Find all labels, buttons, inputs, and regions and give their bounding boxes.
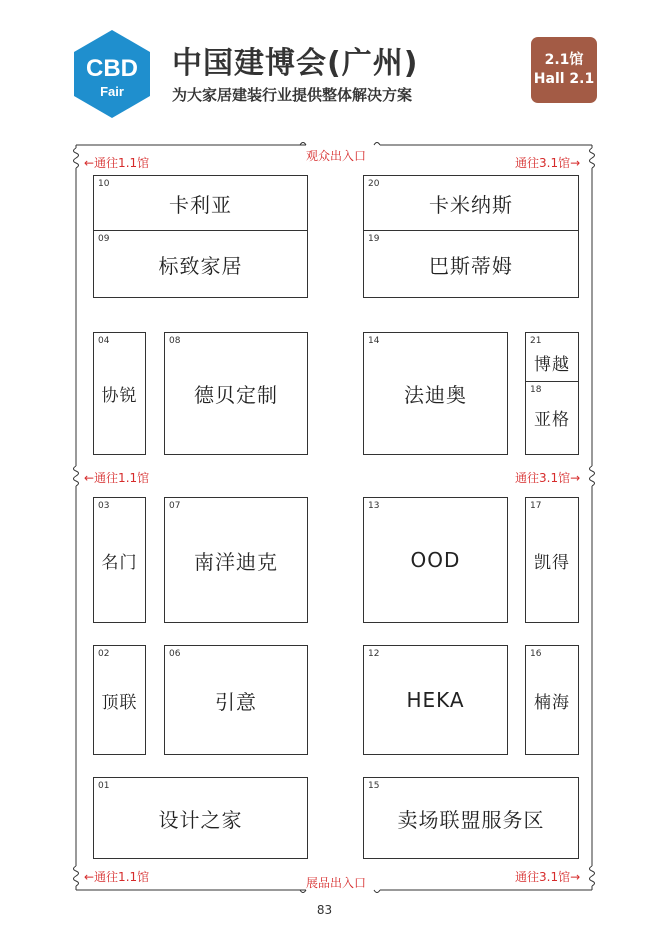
booth-19[interactable] bbox=[363, 230, 579, 298]
to-hall-11-bottom: ←通往1.1馆 bbox=[84, 870, 150, 884]
booth-name: 巴斯蒂姆 bbox=[429, 253, 513, 278]
to-hall-31-top: 通往3.1馆→ bbox=[515, 156, 581, 170]
booth-name: 凯得 bbox=[534, 552, 570, 573]
booth-number: 01 bbox=[98, 781, 110, 791]
booth-name: 博越 bbox=[534, 354, 570, 375]
logo-subtext: Fair bbox=[100, 84, 124, 99]
booth-number: 08 bbox=[169, 336, 181, 346]
booth-number: 13 bbox=[368, 501, 380, 511]
booth-18[interactable] bbox=[525, 381, 579, 455]
booth-number: 19 bbox=[368, 234, 380, 244]
booth-10[interactable] bbox=[93, 175, 308, 231]
page-number: 83 bbox=[316, 903, 333, 917]
booth-number: 14 bbox=[368, 336, 380, 346]
exhibit-entrance-label: 展品出入口 bbox=[306, 876, 367, 890]
booth-name: 南洋迪克 bbox=[194, 549, 278, 574]
booth-14[interactable] bbox=[363, 332, 508, 455]
booth-15[interactable] bbox=[363, 777, 579, 859]
booth-name: 顶联 bbox=[101, 692, 138, 713]
page-subtitle: 为大家居建装行业提供整体解决方案 bbox=[172, 86, 413, 104]
booth-number: 06 bbox=[169, 649, 181, 659]
hall-badge-cn: 2.1馆 bbox=[544, 52, 584, 68]
visitor-entrance-label: 观众出入口 bbox=[306, 149, 367, 163]
booth-number: 03 bbox=[98, 501, 110, 511]
booth-name: 引意 bbox=[215, 689, 257, 714]
booth-name: 名门 bbox=[101, 552, 138, 573]
booth-number: 09 bbox=[98, 234, 110, 244]
booth-name: 卖场联盟服务区 bbox=[397, 807, 545, 832]
booth-03[interactable] bbox=[93, 497, 146, 623]
logo-text: CBD bbox=[86, 55, 138, 82]
booth-name: 协锐 bbox=[101, 386, 138, 406]
booth-21[interactable] bbox=[525, 332, 579, 382]
booth-09[interactable] bbox=[93, 230, 308, 298]
booth-name: 卡米纳斯 bbox=[429, 192, 513, 217]
booth-number: 02 bbox=[98, 649, 110, 659]
booth-13[interactable] bbox=[363, 497, 508, 623]
booth-number: 15 bbox=[368, 781, 380, 791]
booth-17[interactable] bbox=[525, 497, 579, 623]
booth-07[interactable] bbox=[164, 497, 308, 623]
to-hall-31-middle: 通往3.1馆→ bbox=[515, 471, 581, 485]
booth-name: 德贝定制 bbox=[194, 383, 278, 407]
booth-number: 21 bbox=[530, 336, 542, 346]
booth-name: HEKA bbox=[406, 688, 465, 712]
booth-number: 12 bbox=[368, 649, 380, 659]
booth-name: 标致家居 bbox=[158, 253, 243, 278]
booth-16[interactable] bbox=[525, 645, 579, 755]
booth-name: 设计之家 bbox=[158, 807, 243, 832]
booth-12[interactable] bbox=[363, 645, 508, 755]
booth-name: 亚格 bbox=[534, 409, 570, 430]
booth-01[interactable] bbox=[93, 777, 308, 859]
booth-name: OOD bbox=[410, 548, 461, 572]
hall-badge-en: Hall 2.1 bbox=[533, 71, 595, 87]
booth-number: 18 bbox=[530, 385, 542, 395]
booth-number: 04 bbox=[98, 336, 110, 346]
booth-20[interactable] bbox=[363, 175, 579, 231]
booth-04[interactable] bbox=[93, 332, 146, 455]
to-hall-11-top: ←通往1.1馆 bbox=[84, 156, 150, 170]
booth-number: 07 bbox=[169, 501, 181, 511]
booth-02[interactable] bbox=[93, 645, 146, 755]
to-hall-31-bottom: 通往3.1馆→ bbox=[515, 870, 581, 884]
booth-number: 17 bbox=[530, 501, 542, 511]
booth-number: 20 bbox=[368, 179, 380, 189]
booth-name: 法迪奥 bbox=[404, 383, 467, 407]
booth-number: 10 bbox=[98, 179, 110, 189]
booth-06[interactable] bbox=[164, 645, 308, 755]
booth-08[interactable] bbox=[164, 332, 308, 455]
booth-name: 楠海 bbox=[534, 692, 570, 713]
booth-number: 16 bbox=[530, 649, 542, 659]
page-title: 中国建博会(广州) bbox=[172, 46, 419, 81]
booth-name: 卡利亚 bbox=[169, 192, 232, 217]
to-hall-11-middle: ←通往1.1馆 bbox=[84, 471, 150, 485]
